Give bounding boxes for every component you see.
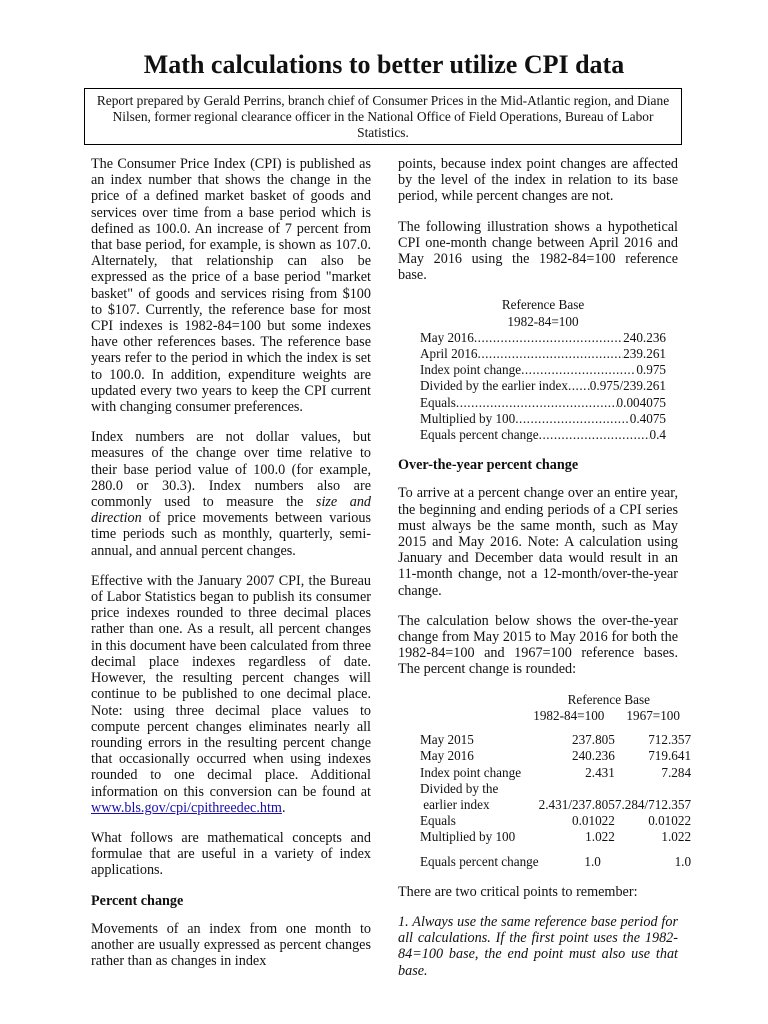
table-row: Index point change ..... 0.975	[420, 362, 666, 378]
emphasis: size and direction	[91, 494, 372, 527]
paragraph: The following illustration shows a hypothetical CPI one-month change between April 2016 and May 2016 using the 1982-84=100 reference base.	[398, 218, 678, 284]
column-header: 1967=100	[626, 707, 680, 723]
table-row: May 2016 240.236 719.641	[420, 748, 692, 764]
table-row: Equals ..... 0.004075	[420, 395, 666, 411]
left-column	[91, 156, 371, 983]
table-row: Index point change 2.431 7.284	[420, 764, 692, 780]
table-header: Reference Base	[501, 297, 585, 313]
table-row: May 2016 ..... 240.236	[420, 330, 666, 346]
cpi-three-decimal-link[interactable]: www.bls.gov/cpi/cpithreedec.htm	[91, 799, 282, 816]
table-column-headers	[420, 708, 680, 724]
paragraph: points, because index point changes are affected by the level of the index in relation to its base period, while percent changes are not.	[398, 156, 678, 205]
calc-table	[420, 732, 691, 870]
table-row: Multiplied by 100 ..... 0.4075	[420, 411, 666, 427]
table-row: May 2015 237.805 712.357	[420, 732, 692, 748]
paragraph: There are two critical points to remember:	[398, 883, 638, 900]
table-row: Equals percent change ..... 0.4	[420, 427, 666, 443]
table-header: Reference Base	[567, 691, 650, 707]
paragraph: 1. Always use the same reference base period for all calculations. If the first point uses the 1982-84=100 base, the end point must also use that base.	[398, 913, 678, 979]
one-month-example-table	[420, 297, 666, 443]
author-box: Report prepared by Gerald Perrins, branch chief of Consumer Prices in the Mid-Atlantic region, and Diane Nilsen, former regional clearance officer in the National Office of Field Operations, Bureau of Labor Statistics.	[84, 88, 682, 145]
paragraph: To arrive at a percent change over an entire year, the beginning and ending periods of a CPI series must always be the same month, such as May 2015 and May 2016. Note: A calculation using January and December data would result in an 11-month change, not a 12-month/over-the-year change.	[398, 485, 678, 599]
table-row: April 2016 ..... 239.261	[420, 346, 666, 362]
table-row: Divided by the earlier index ..... 0.975/239.261	[420, 378, 666, 394]
table-row: Multiplied by 100 1.022 1.022	[420, 829, 692, 845]
section-heading-over-the-year: Over-the-year percent change	[398, 457, 579, 474]
paragraph: Index numbers are not dollar values, but measures of the change over time relative to their base period value of 100.0 (for example, 280.0 or 30.3). Index numbers also are commonly used to measure the size and direction of price movements between various time periods such as monthly, quarterly, semi-annual, and annual percent changes.	[91, 429, 372, 559]
section-heading-percent-change: Percent change	[91, 892, 184, 909]
page-title: Math calculations to better utilize CPI data	[143, 50, 625, 79]
table-row: Divided by the	[420, 780, 499, 796]
table-row: earlier index 2.431/237.805 7.284/712.357	[420, 796, 692, 812]
over-the-year-example-table	[420, 691, 692, 870]
paragraph: What follows are mathematical concepts and formulae that are useful in a variety of index applications.	[91, 829, 371, 879]
table-row: Equals 0.01022 0.01022	[420, 813, 692, 829]
column-header: 1982-84=100	[533, 707, 605, 723]
paragraph: The calculation below shows the over-the-year change from May 2015 to May 2016 for both the 1982-84=100 and 1967=100 reference bases. The percent change is rounded:	[398, 612, 678, 678]
paragraph: Movements of an index from one month to another are usually expressed as percent changes rather than as changes in index	[91, 920, 371, 970]
table-header: 1982-84=100	[507, 313, 579, 329]
paragraph: The Consumer Price Index (CPI) is published as an index number that shows the change in the price of a defined market basket of goods and services over time from a base period which is defined as 100.0. An increase of 7 percent from that base period, for example, is shown as 107.0. Alternately, that relationship can also be expressed as the price of a base period "market basket" of goods and services rising from $100 to $107. Currently, the reference base for most CPI indexes is 1982-84=100 but some indexes have other references bases. The reference base years refer to the period in which the index is set to 100.0. In addition, expenditure weights are updated every two years to keep the CPI current with changing consumer preferences.	[91, 156, 371, 416]
paragraph: Effective with the January 2007 CPI, the Bureau of Labor Statistics began to publish its consumer price indexes rounded to three decimal places rather than one. As a result, all percent changes in this document have been calculated from three decimal place indexes regardless of date. However, the resulting percent changes will continue to be published to one decimal place. Note: using three decimal place values to compute percent changes eliminates nearly all rounding errors in the resulting percent change that occasionally occurred when using indexes rounded to one decimal place. Additional information on this conversion can be found at www.bls.gov/cpi/cpithreedec.htm.	[91, 572, 371, 816]
table-row: Equals percent change 1.0 1.0	[420, 853, 692, 869]
right-column	[398, 156, 692, 993]
